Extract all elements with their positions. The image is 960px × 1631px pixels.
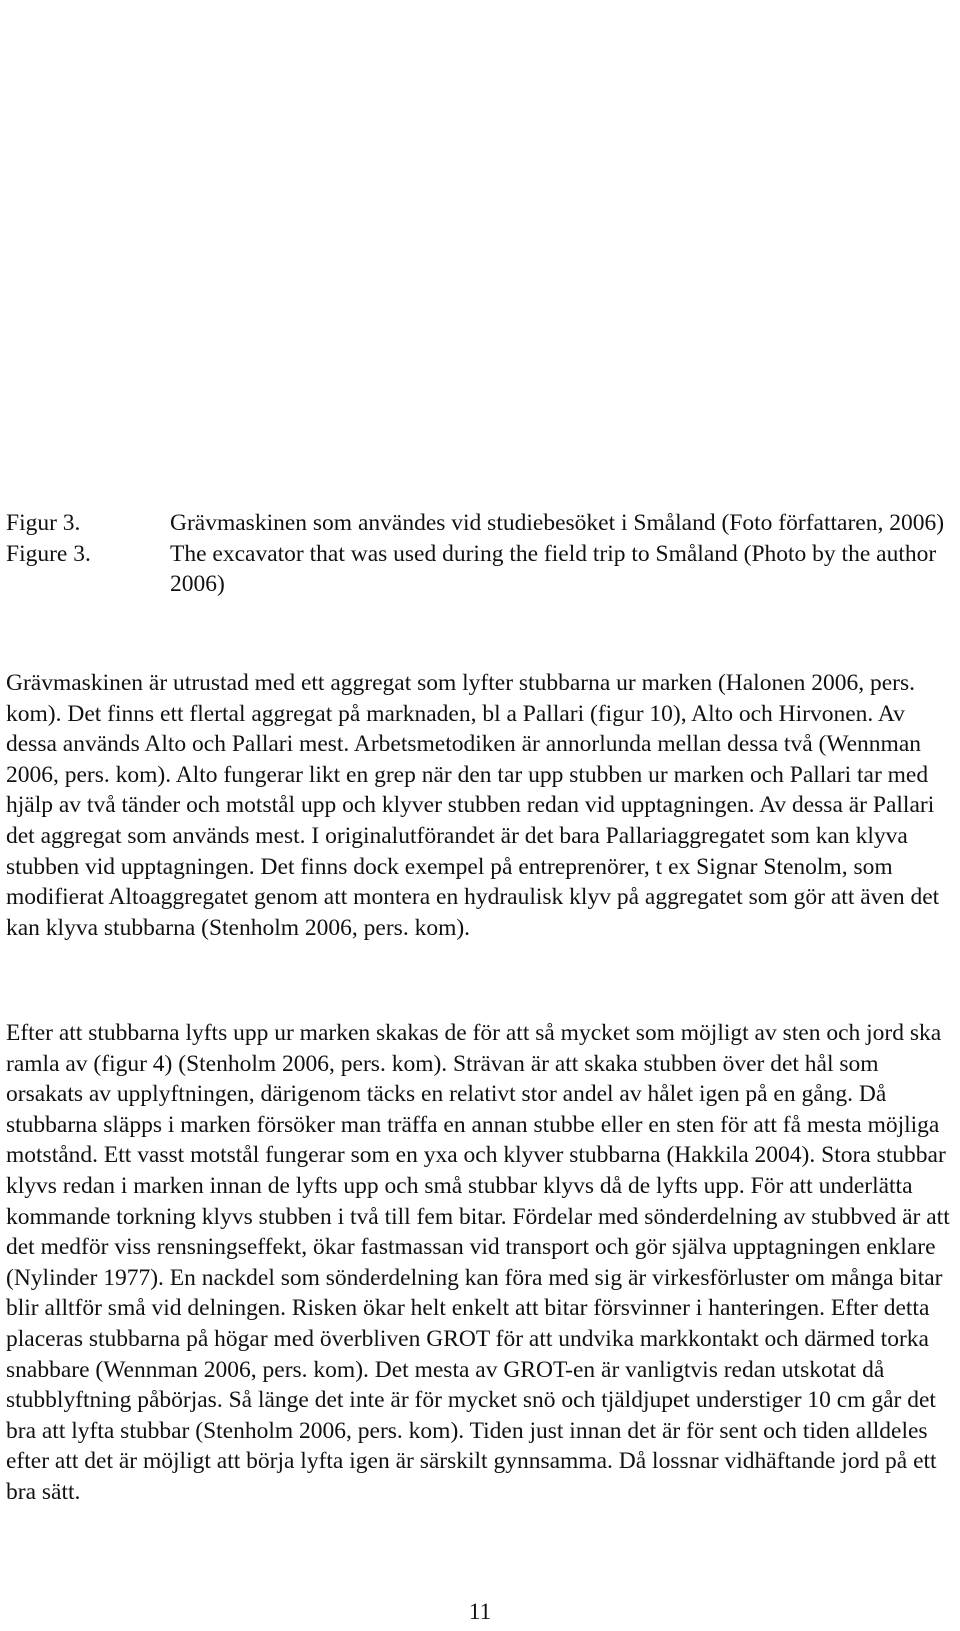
- caption-text-en: The excavator that was used during the field trip to Småland (Photo by the author 2006): [170, 540, 937, 597]
- caption-label-en: Figure 3.: [6, 540, 91, 567]
- paragraph-2: Efter att stubbarna lyfts upp ur marken skakas de för att så mycket som möjligt av sten och jord ska ramla av (figur 4) (Stenholm 2006, pers. kom). Strävan är att skaka stubben över det hål som orsakats av upplyftningen, därigenom täcks en relativt stor andel av hålet igen på en gång. Då stubbarna släpps i marken försöker man träffa en annan stubbe eller en sten för att få mesta möjliga motstånd. Ett vasst motstål fungerar som en yxa och klyver stubbarna (Hakkila 2004). Stora stubbar klyvs redan i marken innan de lyfts upp och små stubbar klyvs då de lyfts upp. För att underlätta kommande torkning klyvs stubben i två till fem bitar. Fördelar med sönderdelning av stubbved är att det medför viss rensningseffekt, ökar fastmassan vid transport och gör själva upptagningen enklare (Nylinder 1977). En nackdel som sönderdelning kan föra med sig är virkesförluster om många bitar blir alltför små vid delningen. Risken ökar helt enkelt att bitar försvinner i hanteringen. Efter detta placeras stubbarna på högar med överbliven GROT för att undvika markkontakt och därmed torka snabbare (Wennman 2006, pers. kom). Det mesta av GROT-en är vanligtvis redan utskotat då stubblyftning påbörjas. Så länge det inte är för mycket snö och tjäldjupet understiger 10 cm går det bra att lyfta stubbar (Stenholm 2006, pers. kom). Tiden just innan det är för sent och tiden alldeles efter att det är möjligt att börja lyfta igen är särskilt gynnsamma. Då lossnar vidhäftande jord på ett bra sätt.: [6, 1020, 950, 1505]
- figure-image-area: [0, 0, 960, 490]
- caption-label-sv: Figur 3.: [6, 510, 81, 536]
- caption-swedish: [6, 508, 951, 539]
- caption-english: [6, 539, 951, 600]
- paragraph-1: Grävmaskinen är utrustad med ett aggregat som lyfter stubbarna ur marken (Halonen 2006, pers. kom). Det finns ett flertal aggregat på marknaden, bl a Pallari (figur 10), Alto och Hirvonen. Av dessa används Alto och Pallari mest. Arbetsmetodiken är annorlunda mellan dessa två (Wennman 2006, pers. kom). Alto fungerar likt en grep när den tar upp stubben ur marken och Pallari tar med hjälp av två tänder och motstål upp och klyver stubben redan vid upptagningen. Av dessa är Pallari det aggregat som används mest. I originalutförandet är det bara Pallariaggregatet som kan klyva stubben vid upptagningen. Det finns dock exempel på entreprenörer, t ex Signar Stenolm, som modifierat Altoaggregatet genom att montera en hydraulisk klyv på aggregatet som gör att även det kan klyva stubbarna (Stenholm 2006, pers. kom).: [6, 670, 940, 941]
- figure-caption: [6, 508, 951, 600]
- page-number: 11: [468, 1599, 492, 1624]
- caption-text-sv: Grävmaskinen som användes vid studiebesöket i Småland (Foto författaren, 2006): [170, 510, 945, 536]
